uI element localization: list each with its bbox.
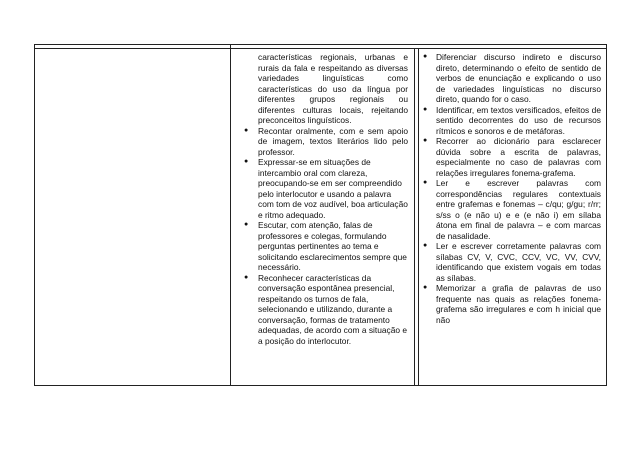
list-item: ● Ler e escrever corretamente palavras com sílabas CV, V, CVC, CCV, VC, VV, CVV, identificando que existem vogais em todas as sílabas. — [423, 241, 601, 283]
bullet-icon: ● — [244, 221, 249, 228]
table-top-border-inner — [34, 48, 607, 49]
middle-column-intro: características regionais, urbanas e rurais da fala e respeitando as diversas variedades linguísticas como características do uso da língua por diferentes grupos regionais ou diferentes culturas locais, rejeitando preconceitos linguísticos. — [258, 52, 408, 125]
right-column — [423, 52, 601, 325]
bullet-icon: ● — [423, 179, 428, 186]
list-item: ● Memorizar a grafia de palavras de uso frequente nas quais as relações fonema-grafema são irregulares e com h inicial que não — [423, 283, 601, 325]
bullet-icon: ● — [423, 53, 428, 60]
column-divider-middle — [414, 48, 415, 385]
table-top-border — [34, 44, 607, 45]
list-item: ● Diferenciar discurso indireto e discurso direto, determinando o efeito de sentido de verbos de enunciação e explicando o uso de variedades linguísticas no discurso direto, quando for o caso. — [423, 52, 601, 104]
list-item: ● Escutar, com atenção, falas de professores e colegas, formulando perguntas pertinentes ao tema e solicitando esclarecimentos sempre que necessário. — [244, 220, 407, 272]
table-bottom-border — [34, 385, 607, 386]
bullet-icon: ● — [423, 105, 428, 113]
table-right-border — [606, 44, 607, 385]
bullet-icon: ● — [244, 126, 249, 134]
bullet-icon: ● — [423, 242, 428, 249]
table-left-border — [34, 44, 35, 385]
bullet-icon: ● — [244, 158, 249, 165]
list-item: ● Identificar, em textos versificados, efeitos de sentido decorrentes do uso de recursos rítmicos e sonoros e de metáforas. — [423, 104, 601, 136]
list-item: ● Ler e escrever palavras com correspondências regulares contextuais entre grafemas e fonemas – c/qu; g/gu; r/rr; s/ss o (e não u) e e (e não i) em sílaba átona em final de palavra – e com marcas de nasalidade. — [423, 178, 601, 241]
right-column-list — [423, 52, 601, 325]
bullet-icon: ● — [423, 284, 428, 291]
column-divider-middle-double — [418, 48, 419, 385]
list-item: ● Reconhecer características da conversação espontânea presencial, respeitando os turnos de fala, selecionando e utilizando, durante a conversação, formas de tratamento adequadas, de acordo com a situação e a posição do interlocutor. — [244, 272, 407, 346]
column-divider-left — [230, 44, 231, 385]
list-item: ● Expressar-se em situações de intercambio oral com clareza, preocupando-se em ser compreendido pelo interlocutor e usando a palavra com tom de voz audível, boa articulação e ritmo adequado. — [244, 157, 408, 220]
bullet-icon: ● — [423, 137, 428, 144]
list-item: ● Recorrer ao dicionário para esclarecer dúvida sobre a escrita de palavras, especialmente no caso de palavras com relações irregulares fonema-grafema. — [423, 136, 601, 178]
middle-column-list — [244, 125, 408, 347]
list-item: ● Recontar oralmente, com e sem apoio de imagem, textos literários lido pelo professor. — [244, 125, 408, 157]
middle-column — [244, 52, 408, 346]
bullet-icon: ● — [244, 273, 249, 281]
